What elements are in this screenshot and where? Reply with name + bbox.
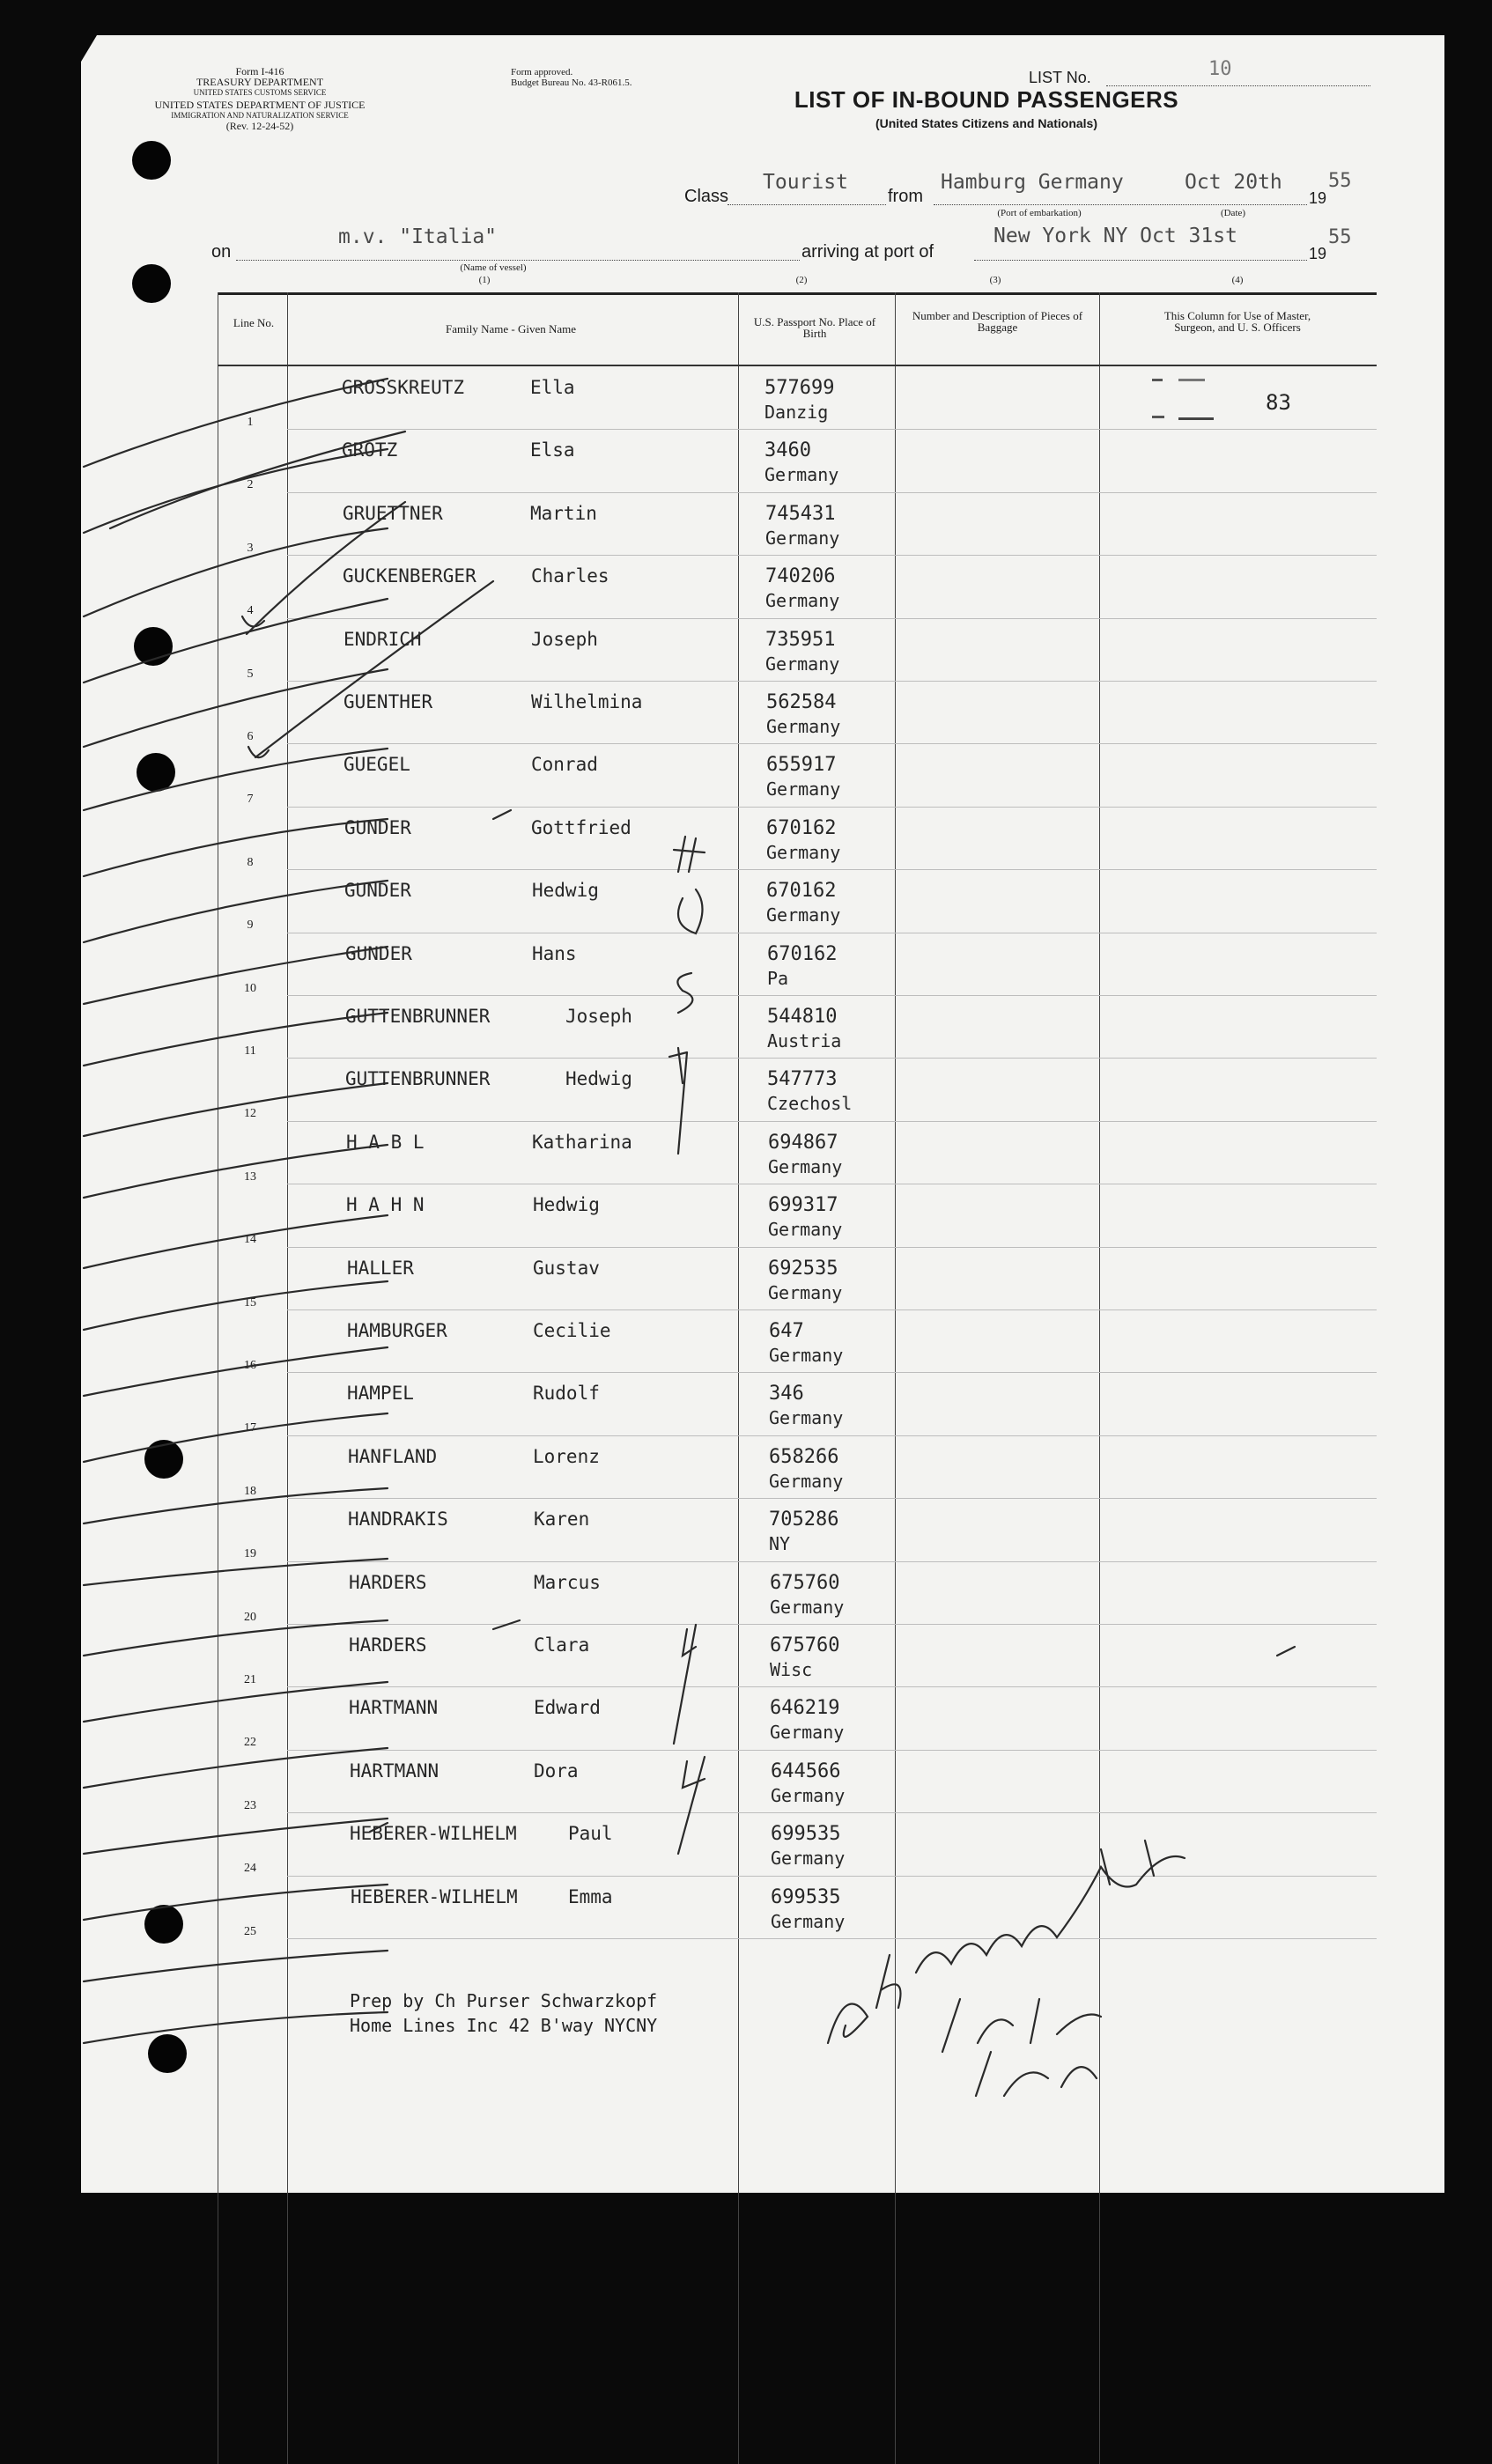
column-header-passport: U.S. Passport No. Place of Birth: [753, 315, 876, 340]
page-subtitle: (United States Citizens and Nationals): [875, 116, 1098, 130]
place-of-birth: Germany: [768, 1219, 843, 1241]
embarkation-date: Oct 20th: [1185, 171, 1282, 194]
given-name: Hedwig: [565, 1068, 632, 1090]
customs-label: UNITED STATES CUSTOMS SERVICE: [193, 88, 327, 97]
passport-number: 562584: [766, 691, 837, 713]
place-of-birth: Germany: [765, 590, 840, 612]
place-of-birth: Pa: [767, 967, 789, 989]
line-number: 14: [244, 1233, 256, 1247]
punch-hole: [144, 1905, 183, 1944]
row-rule: [287, 1309, 1377, 1310]
line-number: 4: [247, 604, 254, 618]
vessel-name: m.v. "Italia": [338, 225, 498, 248]
given-name: Elsa: [530, 439, 575, 461]
column-header-baggage: Number and Description of Pieces of Baggage: [912, 309, 1083, 334]
given-name: Cecilie: [533, 1320, 611, 1341]
family-name: GUNDER: [344, 816, 411, 838]
passport-number: 655917: [766, 754, 837, 777]
passport-number: 577699: [764, 377, 835, 399]
passport-number: 675760: [770, 1571, 840, 1594]
family-name: GUEGEL: [343, 754, 410, 776]
family-name: HAMBURGER: [347, 1320, 447, 1341]
family-name: HARDERS: [349, 1571, 427, 1593]
given-name: Gustav: [533, 1257, 600, 1279]
given-name: Paul: [568, 1823, 613, 1845]
column-number-1: (1): [478, 275, 491, 285]
row-rule: [287, 681, 1377, 682]
row-rule: [287, 1372, 1377, 1373]
given-name: Emma: [568, 1885, 613, 1907]
place-of-birth: Germany: [766, 778, 841, 800]
from-label: from: [888, 187, 923, 206]
arriving-label: arriving at port of: [801, 242, 934, 262]
preparer-line: Prep by Ch Purser Schwarzkopf: [350, 1990, 658, 2011]
passport-number: 699535: [771, 1885, 841, 1908]
punch-hole: [132, 264, 171, 303]
family-name: HARTMANN: [350, 1759, 439, 1782]
table-header-rule: [218, 365, 1377, 366]
line-number: 7: [247, 793, 254, 807]
row-rule: [287, 618, 1377, 619]
row-rule: [287, 1812, 1377, 1813]
revision-label: (Rev. 12-24-52): [225, 120, 294, 132]
line-number: 1: [247, 416, 254, 429]
row-rule: [287, 1624, 1377, 1625]
punch-hole: [134, 627, 173, 666]
place-of-birth: Danzig: [764, 402, 829, 423]
punch-hole: [144, 1440, 183, 1479]
passport-number: 675760: [770, 1634, 840, 1656]
place-of-birth: Germany: [770, 1722, 845, 1744]
family-name: H A B L: [346, 1131, 425, 1153]
column-number-3: (3): [989, 275, 1001, 285]
family-name: GROTZ: [342, 439, 398, 461]
given-name: Hedwig: [532, 880, 599, 902]
family-name: HARDERS: [349, 1634, 427, 1656]
manifest-sheet: [81, 35, 1444, 2193]
place-of-birth: Czechosl: [767, 1093, 853, 1115]
punch-hole: [137, 753, 175, 792]
passport-number: 692535: [768, 1257, 838, 1280]
family-name: GUENTHER: [343, 691, 433, 712]
embarkation-port: Hamburg Germany: [941, 171, 1124, 194]
class-value: Tourist: [763, 171, 848, 194]
class-label: Class: [684, 187, 729, 206]
column-number-2: (2): [795, 275, 808, 285]
place-of-birth: Germany: [768, 1281, 843, 1303]
row-rule: [287, 555, 1377, 556]
place-of-birth: NY: [769, 1533, 791, 1555]
family-name: HANFLAND: [348, 1445, 438, 1467]
place-of-birth: Germany: [765, 527, 840, 549]
passport-number: 735951: [765, 628, 836, 651]
passport-number: 699535: [771, 1823, 841, 1846]
given-name: Karen: [534, 1509, 590, 1531]
passport-number: 699317: [768, 1194, 838, 1217]
row-rule: [287, 1686, 1377, 1687]
given-name: Gottfried: [531, 816, 632, 838]
passport-number: 745431: [765, 502, 836, 525]
row-rule: [287, 1058, 1377, 1059]
approved-label: Form approved.: [511, 67, 573, 77]
line-number: 2: [247, 478, 254, 492]
place-of-birth: Austria: [767, 1030, 842, 1051]
row-rule: [287, 743, 1377, 744]
place-of-birth: Germany: [766, 716, 841, 737]
line-number: 5: [247, 667, 254, 681]
page-title: LIST OF IN-BOUND PASSENGERS: [794, 86, 1179, 113]
family-name: H A H N: [346, 1194, 425, 1216]
given-name: Dora: [534, 1759, 579, 1782]
family-name: ENDRICH: [343, 628, 422, 650]
given-name: Lorenz: [533, 1445, 600, 1467]
row-rule: [287, 1121, 1377, 1122]
place-of-birth: Germany: [770, 1596, 845, 1618]
given-name: Clara: [534, 1634, 590, 1656]
line-number: 9: [247, 918, 254, 933]
line-number: 20: [244, 1610, 256, 1624]
list-no-value: 10: [1208, 58, 1232, 80]
given-name: Charles: [531, 565, 609, 587]
family-name: GUTTENBRUNNER: [345, 1006, 491, 1027]
year-prefix: 19: [1309, 189, 1327, 207]
line-number: 6: [247, 730, 254, 743]
place-of-birth: Germany: [771, 1910, 846, 1932]
place-of-birth: Germany: [771, 1784, 846, 1806]
passport-number: 694867: [768, 1131, 838, 1154]
given-name: Joseph: [565, 1006, 632, 1027]
family-name: GUTTENBRUNNER: [345, 1068, 491, 1090]
place-of-birth: Germany: [769, 1407, 844, 1429]
arrival-port-date: New York NY Oct 31st: [993, 225, 1237, 247]
passport-number: 670162: [767, 942, 838, 965]
place-of-birth: Germany: [764, 464, 839, 486]
given-name: Edward: [534, 1697, 601, 1719]
punch-hole: [148, 2034, 187, 2073]
company-line: Home Lines Inc 42 B'way NYCNY: [350, 2015, 658, 2036]
row-rule: [287, 1750, 1377, 1751]
family-name: HEBERER-WILHELM: [350, 1823, 517, 1845]
line-number: 24: [244, 1862, 256, 1876]
class-rule: [728, 204, 886, 205]
line-number: 3: [247, 541, 254, 555]
given-name: Katharina: [532, 1131, 632, 1153]
line-number: 19: [244, 1547, 256, 1561]
family-name: HALLER: [347, 1257, 414, 1279]
given-name: Martin: [530, 502, 597, 524]
line-number: 10: [244, 981, 256, 995]
passport-number: 547773: [767, 1068, 838, 1091]
passport-number: 670162: [766, 880, 837, 903]
place-of-birth: Wisc: [770, 1659, 813, 1680]
passport-number: 647: [769, 1320, 804, 1342]
row-rule: [287, 1435, 1377, 1436]
row-rule: [287, 807, 1377, 808]
line-number: 11: [244, 1044, 256, 1058]
given-name: Conrad: [531, 754, 598, 776]
line-number: 17: [244, 1421, 256, 1435]
line-number: 8: [247, 855, 254, 869]
passport-number: 658266: [769, 1445, 839, 1468]
given-name: Hedwig: [533, 1194, 600, 1216]
form-number: Form I-416: [235, 65, 284, 77]
officer-count-mark: 83: [1266, 390, 1291, 415]
passport-number: 346: [769, 1383, 804, 1405]
arriving-rule: [974, 260, 1307, 261]
line-number: 12: [244, 1107, 256, 1121]
family-name: HEBERER-WILHELM: [351, 1885, 518, 1907]
column-header-line-no: Line No.: [233, 316, 275, 329]
port-caption: (Port of embarkation): [997, 208, 1082, 218]
punch-hole: [132, 141, 171, 180]
form-agency-block: [132, 66, 388, 131]
given-name: Marcus: [534, 1571, 601, 1593]
form-approval: [511, 67, 632, 88]
place-of-birth: Germany: [766, 841, 841, 863]
row-rule: [287, 492, 1377, 493]
line-number: 13: [244, 1169, 256, 1184]
passport-number: 544810: [767, 1006, 838, 1028]
passport-number: 740206: [765, 565, 836, 588]
row-rule: [287, 995, 1377, 996]
on-label: on: [211, 242, 232, 262]
arrival-year: 55: [1328, 226, 1352, 248]
passport-number: 646219: [770, 1697, 840, 1720]
given-name: Joseph: [531, 628, 598, 650]
place-of-birth: Germany: [769, 1470, 844, 1492]
budget-label: Budget Bureau No. 43-R061.5.: [511, 77, 632, 88]
row-rule: [287, 1498, 1377, 1499]
line-number: 18: [244, 1484, 256, 1498]
family-name: HANDRAKIS: [348, 1509, 448, 1531]
given-name: Wilhelmina: [531, 691, 643, 712]
given-name: Hans: [532, 942, 577, 964]
redaction-smudge: [1152, 379, 1240, 423]
line-number: 25: [244, 1924, 256, 1938]
family-name: GUCKENBERGER: [343, 565, 476, 587]
family-name: HAMPEL: [347, 1383, 414, 1405]
row-rule: [287, 1247, 1377, 1248]
year-prefix: 19: [1309, 245, 1327, 262]
family-name: GUNDER: [344, 880, 411, 902]
place-of-birth: Germany: [769, 1345, 844, 1366]
treasury-label: TREASURY DEPARTMENT: [196, 76, 324, 88]
line-number: 16: [244, 1359, 256, 1372]
row-rule: [287, 1561, 1377, 1562]
row-rule: [287, 1876, 1377, 1877]
passport-number: 644566: [771, 1759, 841, 1782]
column-header-officers: This Column for Use of Master, Surgeon, and U. S. Officers: [1163, 309, 1311, 334]
place-of-birth: Germany: [766, 904, 841, 926]
embarkation-year: 55: [1328, 170, 1352, 192]
passport-number: 3460: [764, 439, 811, 462]
passport-number: 705286: [769, 1509, 839, 1531]
list-no-label: LIST No.: [1029, 69, 1091, 86]
place-of-birth: Germany: [765, 653, 840, 675]
column-header-name: Family Name - Given Name: [445, 322, 576, 336]
table-top-rule: [218, 292, 1377, 295]
line-number: 15: [244, 1295, 256, 1309]
family-name: GROSSKREUTZ: [342, 377, 465, 398]
from-rule: [934, 204, 1307, 205]
date-caption: (Date): [1220, 208, 1246, 218]
line-number: 21: [244, 1673, 256, 1686]
column-number-4: (4): [1231, 275, 1244, 285]
given-name: Rudolf: [533, 1383, 600, 1405]
justice-label: UNITED STATES DEPARTMENT OF JUSTICE: [154, 99, 366, 111]
line-number: 23: [244, 1798, 256, 1812]
line-number: 22: [244, 1736, 256, 1750]
row-rule: [287, 869, 1377, 870]
place-of-birth: Germany: [771, 1848, 846, 1870]
family-name: GRUETTNER: [343, 502, 443, 524]
family-name: GUNDER: [345, 942, 412, 964]
family-name: HARTMANN: [349, 1697, 439, 1719]
place-of-birth: Germany: [768, 1155, 843, 1177]
row-rule: [287, 1938, 1377, 1939]
passport-number: 670162: [766, 816, 837, 839]
vessel-rule: [236, 260, 800, 261]
row-rule: [287, 429, 1377, 430]
vessel-caption: (Name of vessel): [460, 262, 527, 273]
given-name: Ella: [530, 377, 575, 398]
ins-label: IMMIGRATION AND NATURALIZATION SERVICE: [171, 111, 349, 120]
